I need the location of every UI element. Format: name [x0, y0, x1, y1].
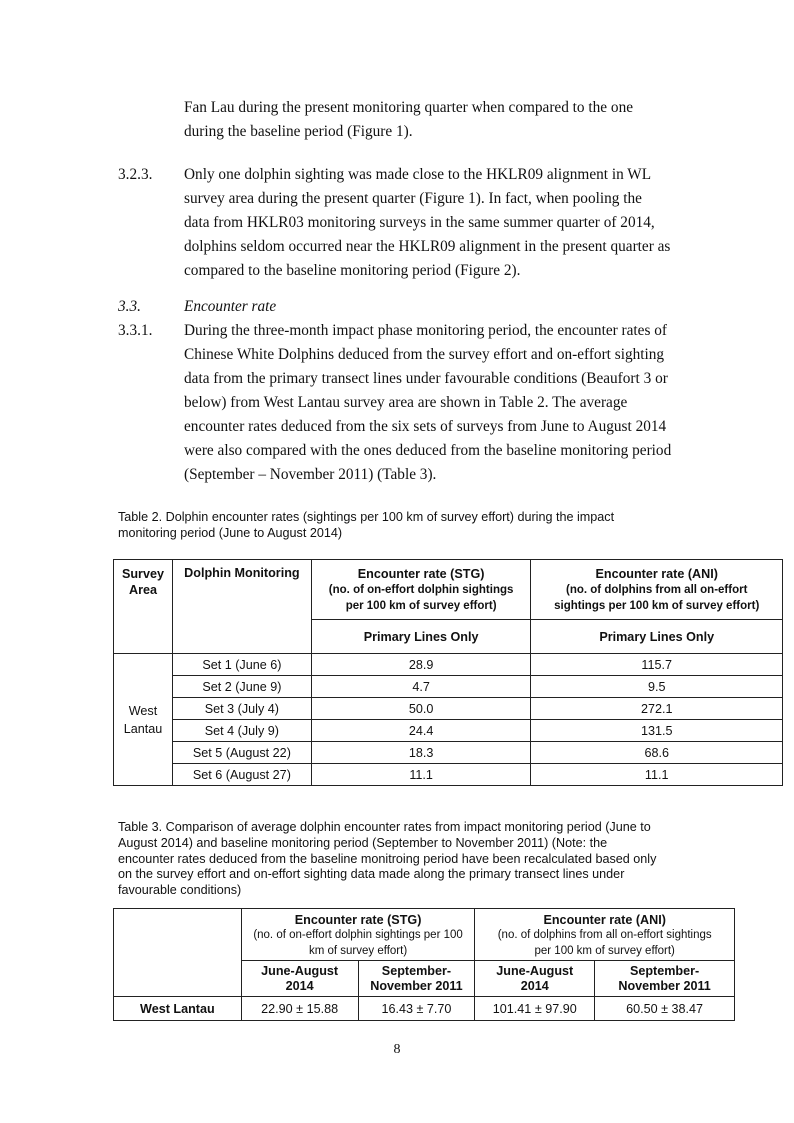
area-cell: West Lantau [114, 997, 242, 1021]
text-line: Chinese White Dolphins deduced from the survey effort and on-effort sighting [184, 346, 665, 363]
stg-value-cell: 28.9 [311, 654, 531, 676]
paragraph-number: 3.3.1. [118, 322, 153, 339]
caption-line: encounter rates deduced from the baseline monitroing period have been recalculated based only [118, 851, 657, 866]
stg-value-cell: 4.7 [311, 676, 531, 698]
caption-line: on the survey effort and on-effort sighting data made along the primary transect lines under [118, 867, 625, 882]
ani-value-cell: 9.5 [531, 676, 783, 698]
header-survey-area: Survey Area [114, 560, 173, 654]
set-cell: Set 5 (August 22) [172, 742, 311, 764]
text-line: survey area during the present quarter (Figure 1). In fact, when pooling the [184, 190, 642, 207]
ani-value-cell: 68.6 [531, 742, 783, 764]
caption-line: August 2014) and baseline monitoring period (September to November 2011) (Note: the [118, 835, 608, 850]
ani-value-cell: 272.1 [531, 698, 783, 720]
table-row [114, 997, 735, 1021]
survey-area-cell: West Lantau [114, 654, 173, 786]
page-number: 8 [393, 1042, 401, 1057]
table-3-caption [118, 820, 738, 899]
set-cell: Set 6 (August 27) [172, 764, 311, 786]
caption-line: Table 2. Dolphin encounter rates (sightings per 100 km of survey effort) during the impact [118, 510, 615, 524]
text-line: during the baseline period (Figure 1). [184, 123, 413, 140]
table-row [114, 654, 783, 676]
caption-line: monitoring period (June to August 2014) [118, 525, 343, 540]
set-cell: Set 4 (July 9) [172, 720, 311, 742]
caption-line: favourable conditions) [118, 883, 242, 898]
section-number: 3.3. [118, 298, 141, 315]
text-line: Only one dolphin sighting was made close to the HKLR09 alignment in WL [184, 166, 652, 183]
set-cell: Set 1 (June 6) [172, 654, 311, 676]
stg-impact-cell: 22.90 ± 15.88 [241, 997, 358, 1021]
text-line: were also compared with the ones deduced from the baseline monitoring period [184, 442, 672, 459]
text-line: data from the primary transect lines under favourable conditions (Beaufort 3 or [184, 370, 668, 387]
header-stg-primary-lines: Primary Lines Only [311, 620, 531, 654]
header-encounter-rate-stg: Encounter rate (STG) (no. of on-effort dolphin sightings per 100 km of survey effort) [241, 909, 475, 961]
header-empty-cell [114, 909, 242, 997]
section-title: Encounter rate [184, 298, 277, 315]
table-row [114, 676, 783, 698]
header-encounter-rate-ani: Encounter rate (ANI) (no. of dolphins from all on-effort sightings per 100 km of survey effort) [475, 909, 735, 961]
table-header-row [114, 909, 735, 961]
caption-line: Table 3. Comparison of average dolphin encounter rates from impact monitoring period (June to [118, 820, 651, 834]
text-line: (September – November 2011) (Table 3). [184, 466, 437, 483]
paragraph-number: 3.2.3. [118, 166, 153, 183]
text-line: During the three-month impact phase monitoring period, the encounter rates of [184, 322, 667, 339]
set-cell: Set 3 (July 4) [172, 698, 311, 720]
table-row [114, 742, 783, 764]
table-row [114, 764, 783, 786]
header-dolphin-monitoring: Dolphin Monitoring [172, 560, 311, 654]
header-encounter-rate-ani: Encounter rate (ANI) (no. of dolphins from all on-effort sightings per 100 km of survey effort) [531, 560, 783, 620]
stg-value-cell: 50.0 [311, 698, 531, 720]
text-line: compared to the baseline monitoring period (Figure 2). [184, 262, 521, 279]
ani-value-cell: 11.1 [531, 764, 783, 786]
stg-value-cell: 11.1 [311, 764, 531, 786]
ani-baseline-cell: 60.50 ± 38.47 [595, 997, 735, 1021]
text-line: encounter rates deduced from the six sets of surveys from June to August 2014 [184, 418, 667, 435]
table-3 [113, 908, 735, 1021]
header-period-baseline-stg: September- November 2011 [358, 961, 475, 997]
stg-baseline-cell: 16.43 ± 7.70 [358, 997, 475, 1021]
table-header-row [114, 560, 783, 620]
table-row [114, 720, 783, 742]
ani-value-cell: 131.5 [531, 720, 783, 742]
ani-impact-cell: 101.41 ± 97.90 [475, 997, 595, 1021]
table-2 [113, 559, 783, 786]
text-line: below) from West Lantau survey area are shown in Table 2. The average [184, 394, 628, 411]
text-line: dolphins seldom occurred near the HKLR09 alignment in the present quarter as [184, 238, 671, 255]
stg-value-cell: 24.4 [311, 720, 531, 742]
text-line: data from HKLR03 monitoring surveys in the same summer quarter of 2014, [184, 214, 655, 231]
stg-value-cell: 18.3 [311, 742, 531, 764]
table-row [114, 698, 783, 720]
header-encounter-rate-stg: Encounter rate (STG) (no. of on-effort dolphin sightings per 100 km of survey effort) [311, 560, 531, 620]
header-period-baseline-ani: September- November 2011 [595, 961, 735, 997]
text-line: Fan Lau during the present monitoring quarter when compared to the one [184, 99, 634, 116]
header-ani-primary-lines: Primary Lines Only [531, 620, 783, 654]
table-2-caption [118, 510, 718, 542]
header-period-impact-ani: June-August 2014 [475, 961, 595, 997]
set-cell: Set 2 (June 9) [172, 676, 311, 698]
header-period-impact-stg: June-August 2014 [241, 961, 358, 997]
ani-value-cell: 115.7 [531, 654, 783, 676]
